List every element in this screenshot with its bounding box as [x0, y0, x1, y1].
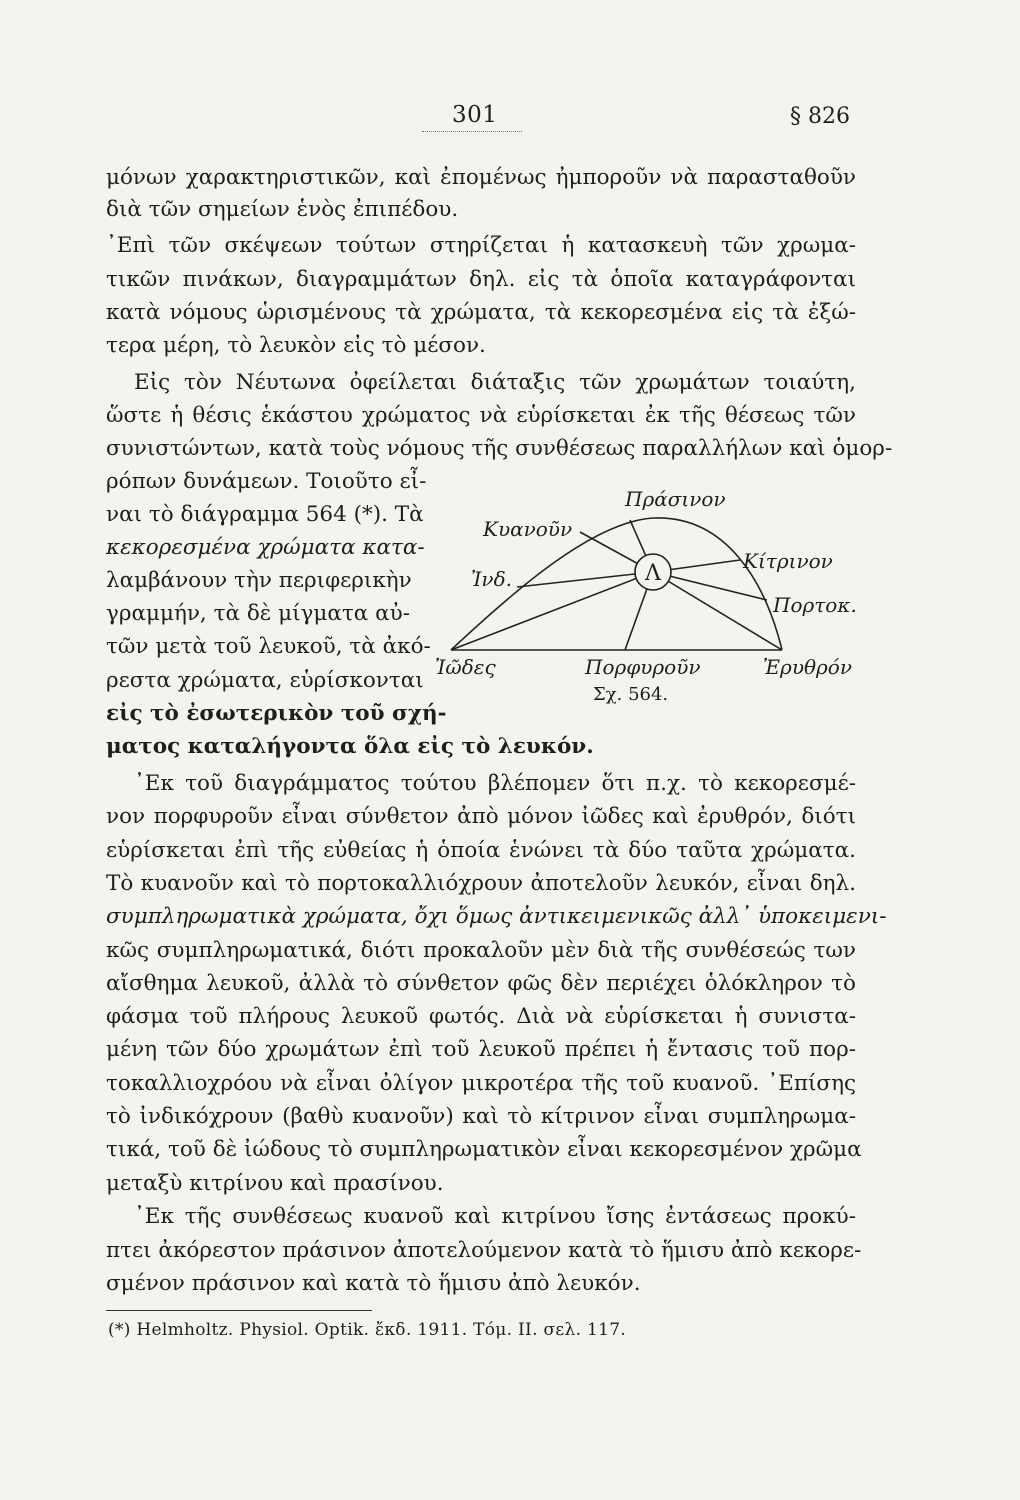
text-line: αἴσθημα λευκοῦ, ἀλλὰ τὸ σύνθετον φῶς δὲν περιέχει ὁλόκληρον τὸ — [106, 971, 856, 996]
text-line: ᾿Εκ τῆς συνθέσεως κυανοῦ καὶ κιτρίνου ἴσης ἐντάσεως προκύ- — [134, 1204, 856, 1229]
text-line: τικῶν πινάκων, διαγραμμάτων δηλ. εἰς τὰ ὁποῖα καταγράφονται — [106, 267, 856, 292]
label-orange: Πορτοκ. — [773, 593, 857, 617]
text-line: φάσμα τοῦ πλήρους λευκοῦ φωτός. Διὰ νὰ εὑρίσκεται ἡ συνιστα- — [106, 1004, 856, 1029]
section-number: § 826 — [790, 104, 850, 129]
text-line: Εἰς τὸν Νέυτωνα ὀφείλεται διάταξις τῶν χρωμάτων τοιαύτη, — [134, 370, 856, 395]
text-line: ὥστε ἡ θέσις ἑκάστου χρώματος νὰ εὑρίσκεται ἐκ τῆς θέσεως τῶν — [106, 403, 856, 428]
text-line: συμπληρωματικὰ χρώματα, ὄχι ὅμως ἀντικειμενικῶς ἀλλ᾿ ὑποκειμενι- — [106, 904, 887, 929]
text-line: τῶν μετὰ τοῦ λευκοῦ, τὰ ἀκό- — [106, 634, 431, 659]
label-red: Ἐρυθρόν — [763, 655, 852, 679]
color-diagram — [425, 480, 870, 705]
footnote: (*) Helmholtz. Physiol. Optik. ἔκδ. 1911. Τόμ. II. σελ. 117. — [108, 1320, 627, 1340]
text-line: ματος καταλήγοντα ὅλα εἰς τὸ λευκόν. — [106, 734, 594, 759]
label-violet: Ἰῶδες — [435, 655, 496, 679]
text-line: τοκαλλιοχρόου νὰ εἶναι ὀλίγον μικροτέρα τῆς τοῦ κυανοῦ. ᾿Επίσης — [106, 1071, 856, 1096]
text-line: πτει ἀκόρεστον πράσινον ἀποτελούμενον κατὰ τὸ ἥμισυ ἀπὸ κεκορε- — [106, 1238, 862, 1263]
text-line: κατὰ νόμους ὡρισμένους τὰ χρώματα, τὰ κεκορεσμένα εἰς τὰ ἐξώ- — [106, 300, 856, 325]
text-line: εἰς τὸ ἐσωτερικὸν τοῦ σχή- — [106, 701, 447, 726]
label-cyan: Κυανοῦν — [483, 517, 573, 541]
figure-caption: Σχ. 564. — [593, 684, 669, 705]
text-line: τικά, τοῦ δὲ ἰώδους τὸ συμπληρωματικὸν εἶναι κεκορεσμένον χρῶμα — [106, 1137, 862, 1162]
text-line: τὸ ἰνδικόχρουν (βαθὺ κυανοῦν) καὶ τὸ κίτρινον εἶναι συμπληρωμα- — [106, 1104, 856, 1129]
footnote-rule — [106, 1310, 372, 1311]
text-line: γραμμήν, τὰ δὲ μίγματα αὐ- — [106, 601, 410, 626]
text-line: λαμβάνουν τὴν περιφερικὴν — [106, 568, 412, 593]
label-yellow: Κίτρινον — [743, 549, 833, 573]
page-number: 301 — [452, 102, 498, 128]
text-line: κεκορεσμένα χρώματα κατα- — [106, 535, 425, 560]
text-line: κῶς συμπληρωματικά, διότι προκαλοῦν μὲν διὰ τῆς συνθέσεώς των — [106, 938, 856, 963]
text-line: μένη τῶν δύο χρωμάτων ἐπὶ τοῦ λευκοῦ πρέπει ἡ ἔντασις τοῦ πορ- — [106, 1037, 856, 1062]
text-line: εὑρίσκεται ἐπὶ τῆς εὐθείας ἡ ὁποία ἑνώνει τὰ δύο ταῦτα χρώματα. — [106, 838, 856, 863]
text-line: ρεστα χρώματα, εὑρίσκονται — [106, 668, 424, 693]
text-line: τερα μέρη, τὸ λευκὸν εἰς τὸ μέσον. — [106, 333, 486, 358]
text-line: ᾿Επὶ τῶν σκέψεων τούτων στηρίζεται ἡ κατασκευὴ τῶν χρωμα- — [106, 233, 856, 258]
label-indigo: Ἰνδ. — [471, 567, 512, 591]
label-purple: Πορφυροῦν — [585, 655, 701, 679]
page-number-rule — [422, 131, 522, 133]
text-line: ρόπων δυνάμεων. Τοιοῦτο εἶ- — [106, 469, 427, 494]
center-label: Λ — [645, 561, 661, 586]
text-line: ᾿Εκ τοῦ διαγράμματος τούτου βλέπομεν ὅτι π.χ. τὸ κεκορεσμέ- — [134, 771, 856, 796]
text-line: Τὸ κυανοῦν καὶ τὸ πορτοκαλλιόχρουν ἀποτελοῦν λευκόν, εἶναι δηλ. — [106, 871, 856, 896]
text-line: διὰ τῶν σημείων ἑνὸς ἐπιπέδου. — [106, 197, 459, 222]
text-line: συνιστώντων, κατὰ τοὺς νόμους τῆς συνθέσεως παραλλήλων καὶ ὁμορ- — [106, 436, 893, 461]
text-line: σμένον πράσινον καὶ κατὰ τὸ ἥμισυ ἀπὸ λευκόν. — [106, 1271, 641, 1296]
text-line: μόνων χαρακτηριστικῶν, καὶ ἐπομένως ἠμποροῦν νὰ παρασταθοῦν — [106, 165, 856, 190]
label-green: Πράσινον — [625, 487, 726, 511]
text-line: ναι τὸ διάγραμμα 564 (*). Τὰ — [106, 502, 424, 527]
text-line: νον πορφυροῦν εἶναι σύνθετον ἀπὸ μόνον ἰῶδες καὶ ἐρυθρόν, διότι — [106, 804, 856, 829]
text-line: μεταξὺ κιτρίνου καὶ πρασίνου. — [106, 1171, 444, 1196]
ray-red — [653, 572, 782, 650]
